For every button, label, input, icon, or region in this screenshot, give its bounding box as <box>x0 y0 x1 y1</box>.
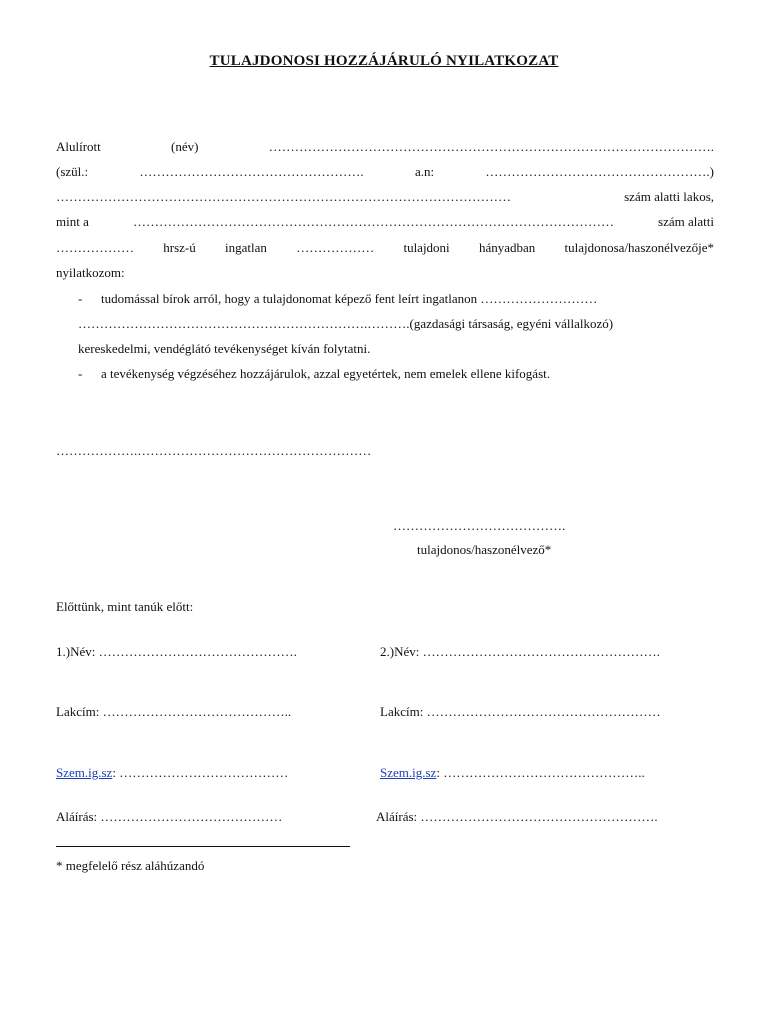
mint-a-label: mint a <box>56 214 89 229</box>
witness-1-address-blank: …………………………………….. <box>102 704 292 719</box>
witness-2-id-line <box>380 765 645 781</box>
nev-label: (név) <box>171 139 199 154</box>
witness-1-id-line <box>56 765 288 781</box>
nyilatkozom-label: nyilatkozom: <box>56 265 125 280</box>
hrsz-blank: ……………… <box>56 240 134 255</box>
witnesses-intro: Előttünk, mint tanúk előtt: <box>56 599 194 614</box>
witness-2-id-link[interactable]: Szem.ig.sz <box>380 765 437 780</box>
witness-1-name-label: 1.)Név: <box>56 644 96 659</box>
share-blank: ……………… <box>296 240 375 255</box>
alulirott-label: Alulírott <box>56 139 101 154</box>
birth-label: (szül.: <box>56 164 89 179</box>
witness-1-address-label: Lakcím: <box>56 704 100 719</box>
witness-2-signature-line <box>376 809 658 825</box>
birth-blank: ……………………………………………. <box>139 164 364 179</box>
hrsz-label: hrsz-ú <box>163 240 196 255</box>
residence-suffix: szám alatti lakos, <box>624 189 714 204</box>
ownership-line <box>56 240 714 256</box>
place-date-blank: ……………….……………………………………………… <box>56 443 372 458</box>
witness-1-signature-blank: …………………………………… <box>100 809 283 824</box>
tulajdoni-label: tulajdoni <box>403 240 450 255</box>
witness-1-address-line <box>56 704 291 720</box>
witness-2-signature-blank: ………………………………………………. <box>420 809 658 824</box>
bullet-dash: - <box>78 291 83 306</box>
witness-1-id-link[interactable]: Szem.ig.sz <box>56 765 113 780</box>
witness-2-name-blank: ………………………………………………. <box>422 644 660 659</box>
name-blank: …………………………………………………………………………………………. <box>268 139 714 154</box>
witness-2-signature-label: Aláírás: <box>376 809 418 824</box>
mother-name-blank: …………………………………………….) <box>485 164 714 179</box>
signature-blank: …………………………………. <box>393 518 566 533</box>
document-title: TULAJDONOSI HOZZÁJÁRULÓ NYILATKOZAT <box>209 53 559 69</box>
footnote: * megfelelő rész aláhúzandó <box>56 858 205 873</box>
witness-2-name-label: 2.)Név: <box>380 644 420 659</box>
witness-1-id-blank: : ………………………………… <box>112 765 289 780</box>
witness-1-signature-line <box>56 809 282 825</box>
witness-2-address-label: Lakcím: <box>380 704 424 719</box>
property-suffix: szám alatti <box>658 214 714 229</box>
residence-line <box>56 189 714 205</box>
mother-name-label: a.n: <box>414 164 435 179</box>
bullet-2-text: a tevékenység végzéséhez hozzájárulok, azzal egyetértek, nem emelek ellene kifogást. <box>101 366 550 381</box>
bullet-1-continuation: kereskedelmi, vendéglátó tevékenységet kíván folytatni. <box>78 341 371 356</box>
business-type-blank: ………………………………………………………….……….(gazdasági társaság, egyéni vállalkozó) <box>78 316 614 331</box>
residence-blank: …………………………………………………………………………………………… <box>56 189 511 204</box>
witness-1-name-blank: ………………………………………. <box>98 644 297 659</box>
bullet-1-text: tudomással bírok arról, hogy a tulajdonomat képező fent leírt ingatlanon ……………………… <box>101 291 598 306</box>
witness-2-address-blank: ……………………………………………… <box>426 704 661 719</box>
hanyadban-label: hányadban <box>478 240 536 255</box>
owner-role-label: tulajdonosa/haszonélvezője* <box>564 240 714 255</box>
witness-1-signature-label: Aláírás: <box>56 809 98 824</box>
declarant-name-line <box>56 139 714 155</box>
witness-1-name-line <box>56 644 297 660</box>
birth-line <box>56 164 714 180</box>
witness-2-id-blank: : ……………………………………….. <box>436 765 645 780</box>
witness-2-address-line <box>380 704 661 720</box>
property-line <box>56 214 714 230</box>
property-address-blank: ………………………………………………………………………………………………… <box>132 214 614 229</box>
footnote-divider <box>56 846 350 847</box>
ingatlan-label: ingatlan <box>225 240 267 255</box>
bullet-dash: - <box>78 366 83 381</box>
witness-2-name-line <box>380 644 660 660</box>
signature-label: tulajdonos/haszonélvező* <box>417 542 552 557</box>
